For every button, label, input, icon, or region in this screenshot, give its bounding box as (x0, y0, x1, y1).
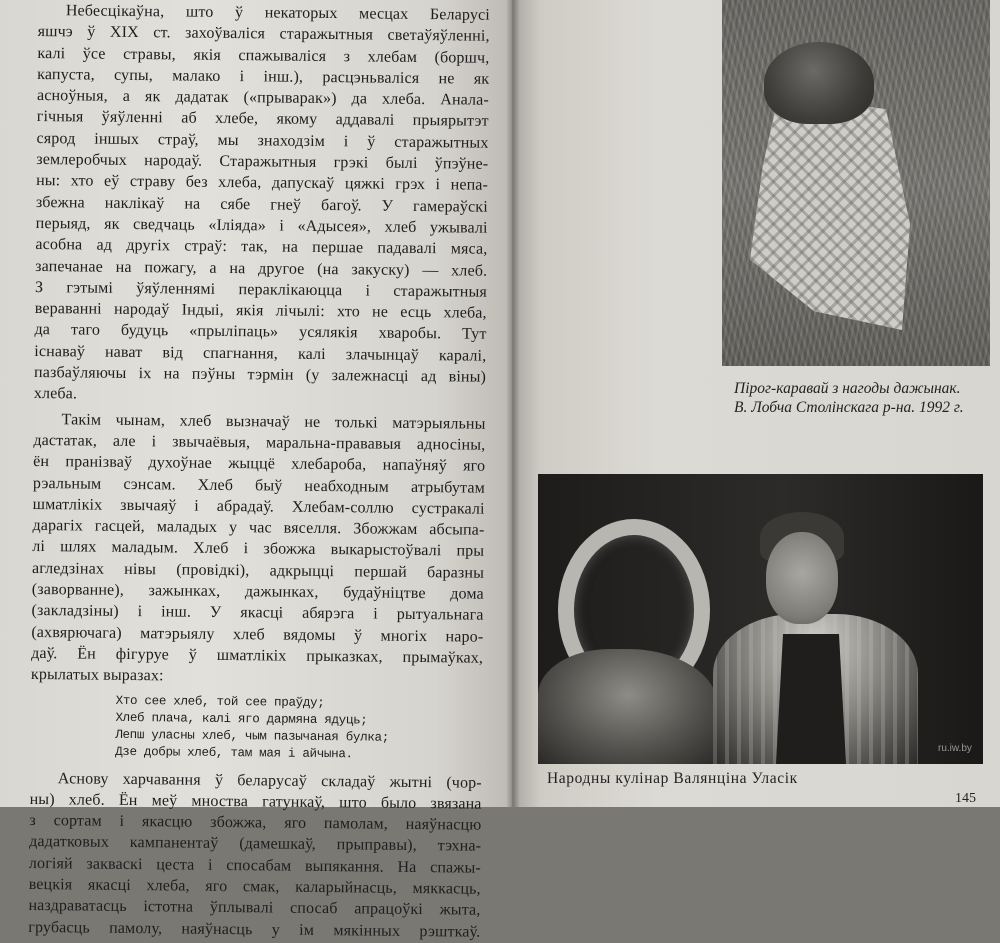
photo-culinary-woman (538, 474, 983, 764)
text-line: збежна наклікаў на сябе гнеў багоў. У гамераўскі (35, 193, 488, 216)
text-line: перыяд, як сведчаць «Іліяда» і «Адысея», хлеб ужывалі (35, 214, 488, 237)
photo-pirog-karavai (722, 0, 990, 366)
text-line: вераванні народаў Індыі, якія лічылі: хто не есць хлеба, (34, 300, 487, 322)
text-line: (закладзіны) і інш. У якасці абярэга і рытуальнага (31, 602, 484, 625)
text-line: (заворванне), зажынках, дажынках, будаўніцтве дома (31, 580, 484, 603)
text-line: (ахвярючага) матэрыялу хлеб вядомы ў многіх наро- (31, 623, 484, 646)
text-line: рэальным сэнсам. Хлеб быў неабходным атрыбутам (32, 474, 486, 497)
text-line: Небесцікаўна, што ў некаторых месцах Беларусі (65, 2, 490, 24)
loaf-image (764, 42, 874, 124)
woman-vest (776, 634, 846, 764)
text-line: асобна ад другіх страў: так, на першае падавалі мяса, (35, 236, 488, 258)
text-line: вецкія якасці хлеба, яго смак, каларыйнасць, мяккасць, (28, 875, 481, 898)
text-line: агледзінах нівы (провідкі), адкрыцці першай баразны (31, 559, 485, 582)
text-line: дарагіх гасцей, маладых у час вяселля. Збожжам абсыпа- (32, 517, 485, 539)
body-text-column (28, 0, 490, 943)
text-line: лі шлях маладым. Хлеб і збожжа выкарыстоўвалі пры (32, 538, 485, 561)
text-line: дадатковых кампанентаў (дамешкаў, прыправы), тэхна- (29, 833, 482, 856)
photo2-caption: Народны кулінар Валянціна Уласік (547, 770, 798, 787)
photo1-caption-line1: Пірог-каравай з нагоды дажынак. (734, 380, 961, 397)
text-line: крылатых выразах: (30, 666, 164, 685)
page-number: 145 (955, 791, 976, 806)
text-line: капуста, супы, малако і інш.), расцэньваліся не як (37, 65, 490, 88)
text-line: шматлікіх звычаяў і абрадаў. Хлебам-соллю сустракалі (32, 495, 485, 518)
proverb-line: Дзе добры хлеб, там мая і айчына. (115, 744, 353, 761)
embroidered-towel (750, 95, 910, 330)
text-line: сярод іншых страў, мы знаходзім і ў старажытных (36, 129, 489, 152)
text-line: дастатак, але і звычаёвыя, маральна-прававыя адносіны, (33, 431, 486, 454)
proverb-line: Хто сее хлеб, той сее праўду; (115, 693, 325, 710)
text-line: З гэтымі ўяўленнямі пераклікаюцца і старажытныя (34, 278, 488, 301)
text-line: запечанае на пожагу, а на другое (на закуску) — хлеб. (35, 257, 488, 280)
text-line: даў. Ён фігуруе ў шматлікіх прыказках, прымаўках, (31, 644, 484, 667)
text-line: Аснову харчавання ў беларусаў складаў жытні (чор- (57, 769, 482, 792)
bread-display (538, 649, 718, 764)
watermark: ru.iw.by (938, 743, 972, 754)
text-line: ны) хлеб. Ён меў мноства гатункаў, што было звязана (29, 790, 482, 813)
text-line: грубасць памолу, наяўнасць у ім мякінных рэшткаў. (28, 918, 481, 941)
text-line: ны: хто еў страву без хлеба, дапускаў цяжкі грэх і непа- (36, 172, 489, 195)
text-line: асноўныя, а як дадатак («прыварак») да хлеба. Анала- (36, 87, 490, 109)
text-line: наздраватасць істотна ўплывалі спосаб апрацоўкі жыта, (28, 897, 481, 919)
text-line: ён пранізваў духоўнае жыццё хлебароба, напаўняў яго (33, 453, 486, 475)
text-line: калі ўсе стравы, якія спажываліся з хлебам (боршч, (37, 44, 490, 67)
proverbs-block (30, 691, 483, 764)
text-line: Такім чынам, хлеб вызначаў не толькі матэрыяльны (61, 410, 486, 433)
text-line: землеробчых народаў. Старажытныя грэкі былі ўпэўне- (36, 151, 489, 173)
text-line: з сортам і якасцю збожжа, яго памолам, наяўнасцю (29, 812, 482, 834)
photo1-caption-line2: В. Лобча Столінскага р-на. 1992 г. (734, 399, 964, 416)
proverb-line: Хлеб плача, калі яго дармяна ядуць; (115, 710, 368, 727)
book-gutter (506, 0, 520, 807)
text-line: гічныя ўяўленні аб хлебе, якому аддавалі прыярытэт (36, 108, 489, 131)
woman-face (766, 532, 838, 624)
text-line: да таго будуць «прыліпаць» усялякія хваробы. Тут (34, 321, 487, 344)
text-line: пазбаўляючы іх на пэўны тэрмін (у залежнасці ад віны) (34, 364, 487, 386)
text-line: хлеба. (33, 385, 78, 403)
text-line: логіяй закваскі цеста і спосабам выпякання. На спажы- (28, 854, 482, 877)
text-line: яшчэ ў XIX ст. захоўваліся старажытныя светаўяўленні, (37, 23, 490, 46)
proverb-line: Лепш уласны хлеб, чым пазычаная булка; (115, 727, 390, 745)
text-line: існаваў нават від спагнання, калі злачынцаў каралі, (34, 342, 487, 365)
